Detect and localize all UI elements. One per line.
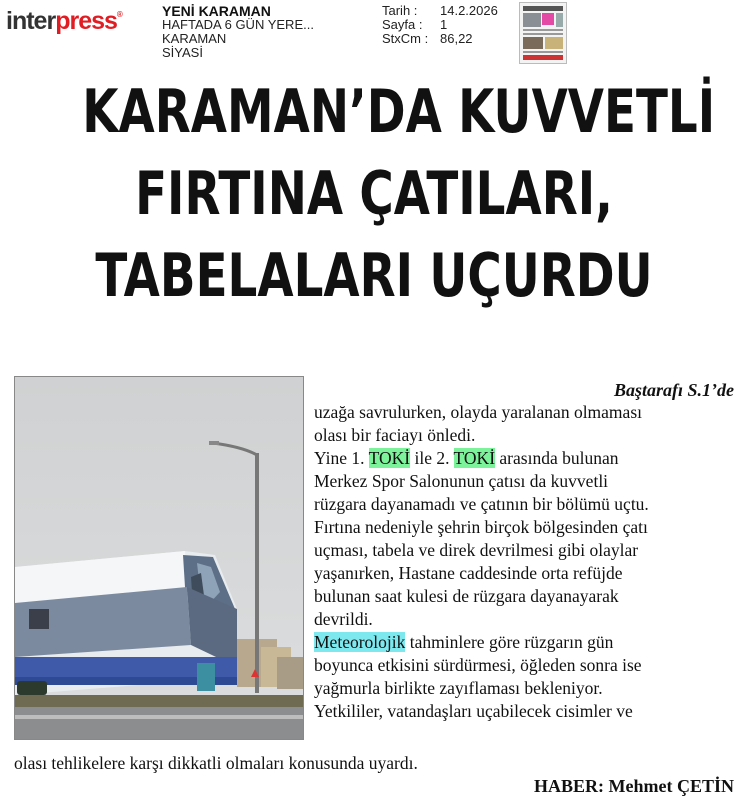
logo-inter: inter [6, 7, 56, 35]
date-value: 14.2.2026 [440, 3, 498, 18]
body-line: rüzgara dayanamadı ve çatının bir bölümü uçtu. [314, 494, 649, 514]
article-byline: HABER: Mehmet ÇETİN [534, 776, 734, 796]
logo-registered-mark: ® [116, 10, 122, 19]
publication-frequency: HAFTADA 6 GÜN YERE... [162, 17, 314, 32]
stxcm-label: StxCm : [382, 31, 429, 46]
body-line: yaşanırken, Hastane caddesinde orta refüjde [314, 563, 623, 583]
headline-line-2: FIRTINA ÇATILARI, [135, 159, 613, 229]
text-segment: tahminlere göre rüzgarın gün [405, 632, 614, 652]
text-segment: ile 2. [410, 448, 454, 468]
body-line: olası bir faciayı önledi. [314, 425, 476, 445]
body-line: Merkez Spor Salonunun çatısı da kuvvetli [314, 471, 609, 491]
stxcm-value: 86,22 [440, 31, 473, 46]
body-line-meteo [314, 631, 734, 654]
article-body-column [314, 401, 734, 723]
clipping-meta [382, 4, 498, 46]
date-label: Tarih : [382, 3, 418, 18]
headline-line-3: TABELALARI UÇURDU [95, 241, 653, 311]
body-line: Yetkililer, vatandaşları uçabilecek cisimler ve [314, 701, 633, 721]
text-segment: arasında bulunan [495, 448, 619, 468]
page-label: Sayfa : [382, 17, 423, 32]
text-segment: Yine 1. [314, 448, 369, 468]
body-line: olası tehlikelere karşı dikkatli olmaları konusunda uyardı. [14, 753, 418, 773]
publication-name: YENİ KARAMAN [162, 3, 271, 19]
article-headline [0, 77, 748, 311]
body-line: yağmurla birlikte zayıflaması bekleniyor. [314, 678, 603, 698]
damaged-roof-image [15, 377, 303, 739]
page-value: 1 [440, 17, 448, 32]
interpress-logo [6, 7, 122, 36]
body-line: uzağa savrulurken, olayda yaralanan olmaması [314, 402, 642, 422]
page-thumbnail[interactable] [519, 2, 567, 64]
publication-city: KARAMAN [162, 31, 227, 46]
body-line: bulunan saat kulesi de rüzgara dayanayarak [314, 586, 619, 606]
publication-info [162, 4, 314, 60]
body-line: Fırtına nedeniyle şehrin birçok bölgesinden çatı [314, 517, 648, 537]
body-line: devrildi. [314, 609, 373, 629]
body-line: uçması, tabela ve direk devrilmesi gibi olaylar [314, 540, 639, 560]
keyword-highlight-toki: TOKİ [368, 448, 411, 468]
article-body-full-width [14, 752, 734, 775]
publication-category: SİYASİ [162, 45, 203, 60]
body-line-toki [314, 447, 734, 470]
keyword-highlight-meteorolojik: Meteorolojik [314, 632, 406, 652]
logo-press: press [55, 7, 117, 35]
continued-from-note: Baştarafı S.1’de [613, 380, 734, 400]
keyword-highlight-toki: TOKİ [453, 448, 496, 468]
sports-hall-photo [14, 376, 304, 740]
headline-line-1: KARAMAN’DA KUVVETLİ [82, 77, 716, 147]
body-line: boyunca etkisini sürdürmesi, öğleden sonra ise [314, 655, 642, 675]
